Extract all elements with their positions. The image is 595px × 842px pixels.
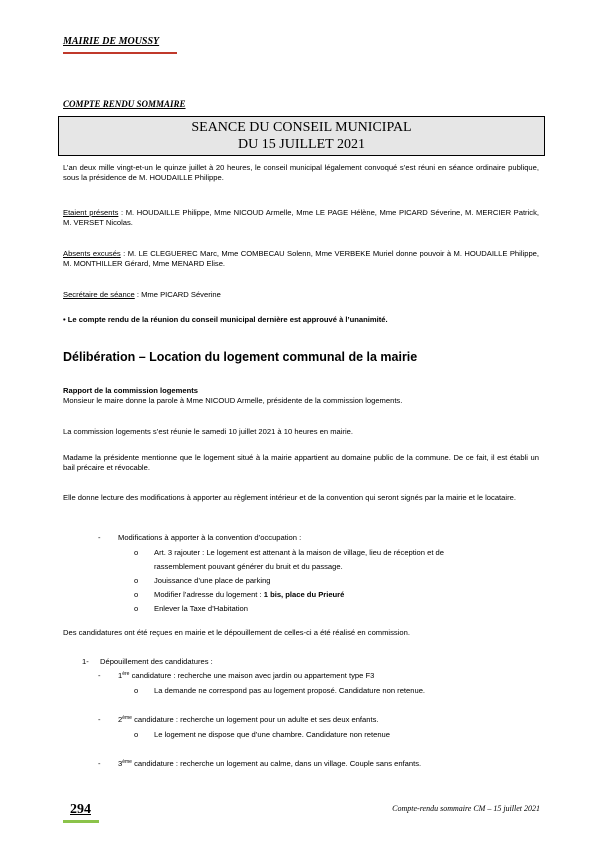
list-number: 1-	[82, 657, 89, 666]
seance-title-box	[58, 116, 545, 156]
candidature-number: 3	[118, 759, 123, 768]
intro-paragraph: L’an deux mille vingt-et-un le quinze juillet à 20 heures, le conseil municipal légalement convoqué s’est réuni en séance ordinaire publique, sous la présidence de M. HOUDAILLE Philippe.	[63, 163, 539, 183]
secretaire-label: Secrétaire de séance	[63, 290, 135, 299]
list-dash: -	[98, 759, 101, 768]
footer-caption: Compte-rendu sommaire CM – 15 juillet 2021	[392, 804, 540, 813]
address-label: Modifier l’adresse du logement :	[154, 590, 264, 599]
header-divider	[63, 52, 177, 54]
secretaire-paragraph	[63, 290, 539, 300]
compte-rendu-heading: COMPTE RENDU SOMMAIRE	[63, 99, 186, 109]
candidature-number: 1	[118, 671, 123, 680]
lecture-paragraph: Elle donne lecture des modifications à apporter au règlement intérieur et de la convention qui seront signés par la mairie et le locataire.	[63, 493, 516, 502]
list-item: rassemblement pouvant générer du bruit et du passage.	[154, 562, 343, 571]
list-item	[154, 590, 344, 600]
candidature-1	[118, 671, 374, 681]
list-bullet: o	[134, 686, 139, 695]
secretaire-text: : Mme PICARD Séverine	[134, 290, 221, 299]
seance-title-line1: SEANCE DU CONSEIL MUNICIPAL	[191, 120, 412, 135]
candidature-ordinal: ère	[122, 671, 130, 677]
candidature-text: candidature : recherche une maison avec jardin ou appartement type F3	[129, 671, 375, 680]
absents-label: Absents excusés	[63, 249, 121, 258]
rapport-text: Monsieur le maire donne la parole à Mme NICOUD Armelle, présidente de la commission logements.	[63, 396, 403, 406]
candidature-ordinal: ème	[122, 759, 132, 765]
candidature-text: candidature : recherche un logement au calme, dans un village. Couple sans enfants.	[131, 759, 422, 768]
list-dash: -	[98, 715, 101, 724]
depouillement-heading: Dépouillement des candidatures :	[100, 657, 213, 666]
list-item: Art. 3 rajouter : Le logement est attenant à la maison de village, lieu de réception et de	[154, 548, 445, 557]
candidature-1-detail: La demande ne correspond pas au logement proposé. Candidature non retenue.	[154, 686, 426, 695]
list-bullet: o	[134, 730, 139, 739]
seance-title-line2: DU 15 JUILLET 2021	[238, 137, 365, 152]
address-value: 1 bis, place du Prieuré	[263, 590, 345, 599]
candidature-text: candidature : recherche un logement pour un adulte et ses deux enfants.	[131, 715, 379, 724]
approval-statement: • Le compte rendu de la réunion du conseil municipal dernière est approuvé à l’unanimité.	[63, 315, 388, 324]
list-item: Enlever la Taxe d’Habitation	[154, 604, 248, 613]
list-bullet: o	[134, 576, 139, 585]
reunion-paragraph: La commission logements s’est réunie le samedi 10 juillet 2021 à 10 heures en mairie.	[63, 427, 353, 436]
candidature-3	[118, 759, 421, 769]
list-item: Jouissance d’une place de parking	[154, 576, 271, 585]
list-bullet: o	[134, 548, 139, 557]
presents-text: : M. HOUDAILLE Philippe, Mme NICOUD Armelle, Mme LE PAGE Hélène, Mme PICARD Séverine, M. MERCIER Patrick, M. VERSET Nicolas.	[63, 208, 539, 228]
modifications-heading: Modifications à apporter à la convention d’occupation :	[118, 533, 302, 542]
list-dash: -	[98, 533, 101, 542]
candidature-2-detail: Le logement ne dispose que d’une chambre. Candidature non retenue	[154, 730, 390, 739]
candidature-2	[118, 715, 379, 725]
footer-accent-bar	[63, 820, 99, 823]
list-bullet: o	[134, 590, 139, 599]
list-dash: -	[98, 671, 101, 680]
absents-paragraph	[63, 249, 539, 270]
rapport-section	[63, 386, 539, 407]
presents-label: Etaient présents	[63, 208, 119, 217]
candidature-ordinal: ème	[122, 715, 132, 721]
presidente-paragraph: Madame la présidente mentionne que le logement situé à la mairie appartient au domaine public de la commune. De ce fait, il est établi un bail précaire et révocable.	[63, 453, 539, 473]
mairie-header: MAIRIE DE MOUSSY	[63, 36, 160, 47]
candidatures-paragraph: Des candidatures ont été reçues en mairie et le dépouillement de celles-ci a été réalisé en commission.	[63, 628, 410, 637]
presents-paragraph	[63, 208, 539, 229]
page-number: 294	[70, 802, 91, 817]
rapport-heading: Rapport de la commission logements	[63, 386, 199, 395]
absents-text: : M. LE CLEGUEREC Marc, Mme COMBECAU Solenn, Mme VERBEKE Muriel donne pouvoir à M. HOUDAILLE Philippe, M. MONTHILLER Gérard, Mme MENARD Elise.	[63, 249, 540, 269]
deliberation-title: Délibération – Location du logement communal de la mairie	[63, 350, 418, 364]
candidature-number: 2	[118, 715, 123, 724]
list-bullet: o	[134, 604, 139, 613]
